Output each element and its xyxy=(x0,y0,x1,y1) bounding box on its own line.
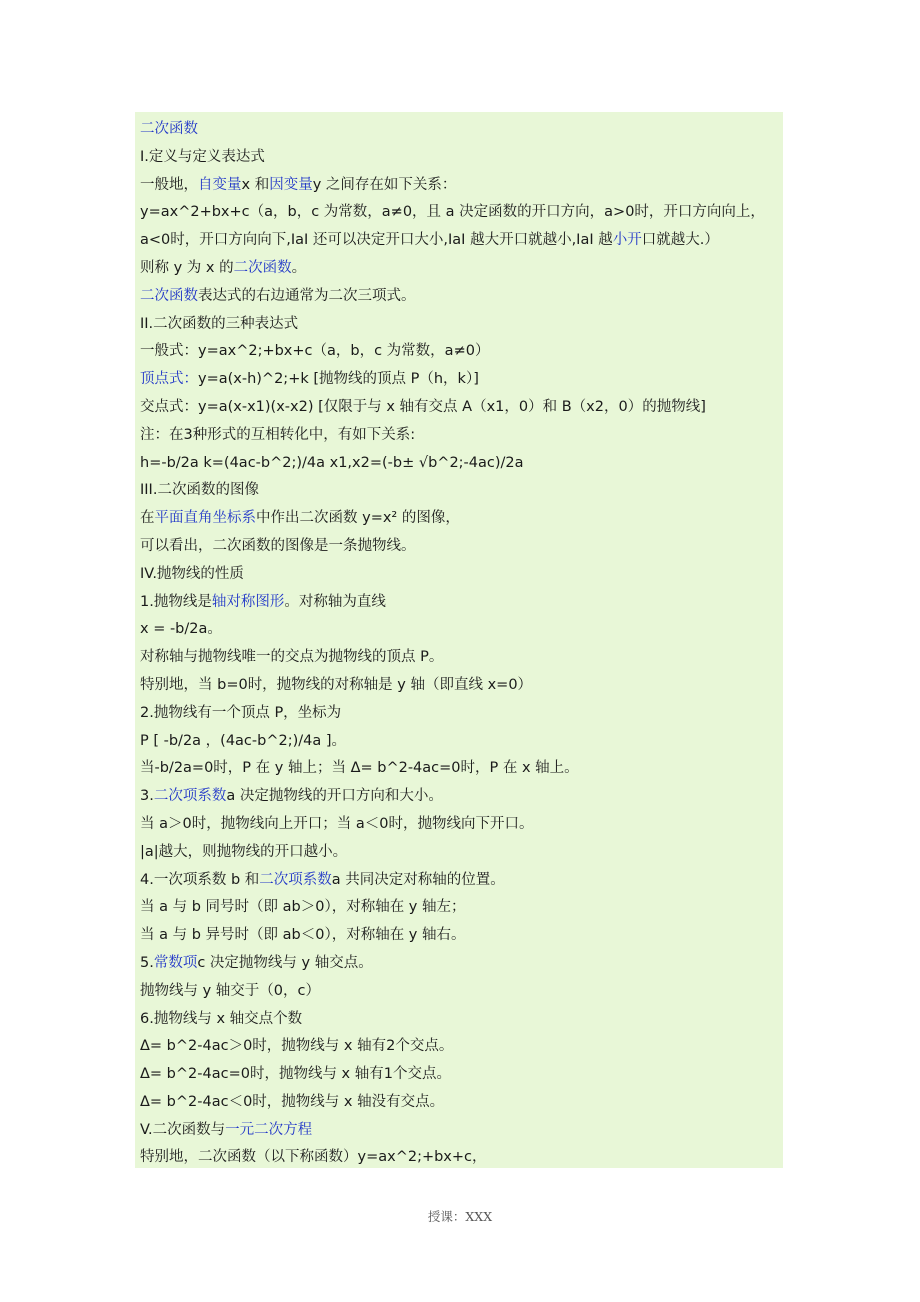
text-line xyxy=(140,505,783,533)
text-segment: a 共同决定对称轴的位置。 xyxy=(331,871,505,888)
text-segment: 当 a 与 b 同号时（即 ab＞0），对称轴在 y 轴左； xyxy=(140,899,466,916)
text-segment: Δ= b^2-4ac＞0时，抛物线与 x 轴有2个交点。 xyxy=(140,1038,454,1055)
text-segment: y 之间存在如下关系： xyxy=(312,176,457,193)
page-footer: 授课：XXX xyxy=(427,1209,493,1224)
text-segment: 一般地， xyxy=(140,176,198,193)
text-segment: 注：在3种形式的互相转化中，有如下关系: xyxy=(140,426,416,443)
text-segment: Δ= b^2-4ac＜0时，抛物线与 x 轴没有交点。 xyxy=(140,1093,445,1110)
text-line xyxy=(140,199,783,227)
text-line xyxy=(140,700,783,728)
text-segment: |a|越大，则抛物线的开口越小。 xyxy=(140,843,348,860)
document-content xyxy=(135,112,783,1168)
text-segment: a<0时，开口方向向下,IaI 还可以决定开口大小,IaI 越大开口就越小,IaI 越 xyxy=(140,232,613,249)
text-segment: x 和 xyxy=(241,176,270,193)
text-segment: y=ax^2+bx+c（a，b，c 为常数，a≠0，且 a 决定函数的开口方向，a>0时，开口方向向上， xyxy=(140,204,765,221)
text-segment: 交点式：y=a(x-x1)(x-x2) [仅限于与 x 轴有交点 A（x1，0）和 B（x2，0）的抛物线] xyxy=(140,398,706,415)
text-segment: 6.抛物线与 x 轴交点个数 xyxy=(140,1010,303,1027)
term-link[interactable]: 顶点式： xyxy=(140,371,198,388)
text-line xyxy=(140,867,783,895)
text-line xyxy=(140,589,783,617)
text-segment: c 决定抛物线与 y 轴交点。 xyxy=(197,954,373,971)
text-line xyxy=(140,783,783,811)
text-segment: 中作出二次函数 y=x² 的图像， xyxy=(256,510,460,527)
text-line xyxy=(140,116,783,144)
text-segment: I.定义与定义表达式 xyxy=(140,148,265,165)
text-line xyxy=(140,1033,783,1061)
text-line xyxy=(140,561,783,589)
text-segment: II.二次函数的三种表达式 xyxy=(140,315,299,332)
text-line xyxy=(140,616,783,644)
text-line xyxy=(140,227,783,255)
text-line xyxy=(140,283,783,311)
text-segment: 5. xyxy=(140,954,154,971)
term-link[interactable]: 一元二次方程 xyxy=(225,1121,313,1138)
text-line xyxy=(140,811,783,839)
text-segment: x = -b/2a。 xyxy=(140,621,222,638)
text-line xyxy=(140,394,783,422)
term-link[interactable]: 二次函数 xyxy=(233,259,292,276)
term-link[interactable]: 二次项系数 xyxy=(153,788,227,805)
text-line xyxy=(140,366,783,394)
text-segment: 对称轴与抛物线唯一的交点为抛物线的顶点 P。 xyxy=(140,649,444,666)
text-line xyxy=(140,894,783,922)
text-segment: 当 a 与 b 异号时（即 ab＜0），对称轴在 y 轴右。 xyxy=(140,927,466,944)
text-line xyxy=(140,172,783,200)
text-segment: 。对称轴为直线 xyxy=(284,593,386,610)
text-segment: 抛物线与 y 轴交于（0，c） xyxy=(140,982,320,999)
text-segment: 在 xyxy=(140,510,155,527)
text-line xyxy=(140,839,783,867)
term-link[interactable]: 二次函数 xyxy=(140,121,198,137)
text-line xyxy=(140,922,783,950)
text-line xyxy=(140,1117,783,1145)
term-link[interactable]: 小开 xyxy=(612,232,642,249)
term-link[interactable]: 常数项 xyxy=(153,954,198,971)
text-segment: P [ -b/2a ，(4ac-b^2;)/4a ]。 xyxy=(140,732,347,749)
text-line xyxy=(140,672,783,700)
text-line xyxy=(140,978,783,1006)
text-segment: Δ= b^2-4ac=0时，抛物线与 x 轴有1个交点。 xyxy=(140,1066,451,1083)
term-link[interactable]: 二次函数 xyxy=(140,287,198,304)
text-segment: 。 xyxy=(291,259,307,276)
text-line xyxy=(140,144,783,172)
text-segment: 2.抛物线有一个顶点 P，坐标为 xyxy=(140,704,342,721)
text-segment: IV.抛物线的性质 xyxy=(140,565,244,582)
text-line xyxy=(140,1061,783,1089)
text-segment: 一般式：y=ax^2;+bx+c（a，b，c 为常数，a≠0） xyxy=(140,343,490,360)
text-segment: y=a(x-h)^2;+k [抛物线的顶点 P（h，k）] xyxy=(198,371,479,388)
text-line xyxy=(140,950,783,978)
text-segment: 则称 y 为 x 的 xyxy=(140,259,234,276)
text-line xyxy=(140,338,783,366)
text-line xyxy=(140,728,783,756)
text-segment: 当-b/2a=0时，P 在 y 轴上；当 Δ= b^2-4ac=0时，P 在 x 轴上。 xyxy=(140,760,579,777)
term-link[interactable]: 轴对称图形 xyxy=(211,593,285,610)
term-link[interactable]: 自变量 xyxy=(198,176,242,193)
text-line xyxy=(140,450,783,478)
text-segment: 表达式的右边通常为二次三项式。 xyxy=(198,287,416,304)
text-line xyxy=(140,422,783,450)
text-segment: 1.抛物线是 xyxy=(140,593,212,610)
text-segment: 当 a＞0时，抛物线向上开口；当 a＜0时，抛物线向下开口。 xyxy=(140,815,534,832)
text-segment: 可以看出，二次函数的图像是一条抛物线。 xyxy=(140,537,416,554)
text-segment: V.二次函数与 xyxy=(140,1121,226,1138)
term-link[interactable]: 因变量 xyxy=(269,176,313,193)
text-segment: 特别地，二次函数（以下称函数）y=ax^2;+bx+c， xyxy=(140,1149,487,1166)
text-segment: 4.一次项系数 b 和 xyxy=(140,871,260,888)
text-segment: III.二次函数的图像 xyxy=(140,482,259,499)
text-line xyxy=(140,644,783,672)
text-line xyxy=(140,255,783,283)
text-line xyxy=(140,477,783,505)
term-link[interactable]: 平面直角坐标系 xyxy=(154,510,256,527)
text-line xyxy=(140,755,783,783)
text-line xyxy=(140,1089,783,1117)
text-segment: 口就越大.） xyxy=(641,232,719,249)
text-segment: a 决定抛物线的开口方向和大小。 xyxy=(226,788,443,805)
text-line xyxy=(140,1006,783,1034)
text-line xyxy=(140,533,783,561)
text-line xyxy=(140,311,783,339)
text-line xyxy=(140,1144,783,1172)
text-segment: 3. xyxy=(140,788,154,805)
term-link[interactable]: 二次项系数 xyxy=(259,871,332,888)
text-segment: h=-b/2a k=(4ac-b^2;)/4a x1,x2=(-b± √b^2;-4ac)/2a xyxy=(140,454,524,471)
text-segment: 特别地，当 b=0时，抛物线的对称轴是 y 轴（即直线 x=0） xyxy=(140,676,533,693)
